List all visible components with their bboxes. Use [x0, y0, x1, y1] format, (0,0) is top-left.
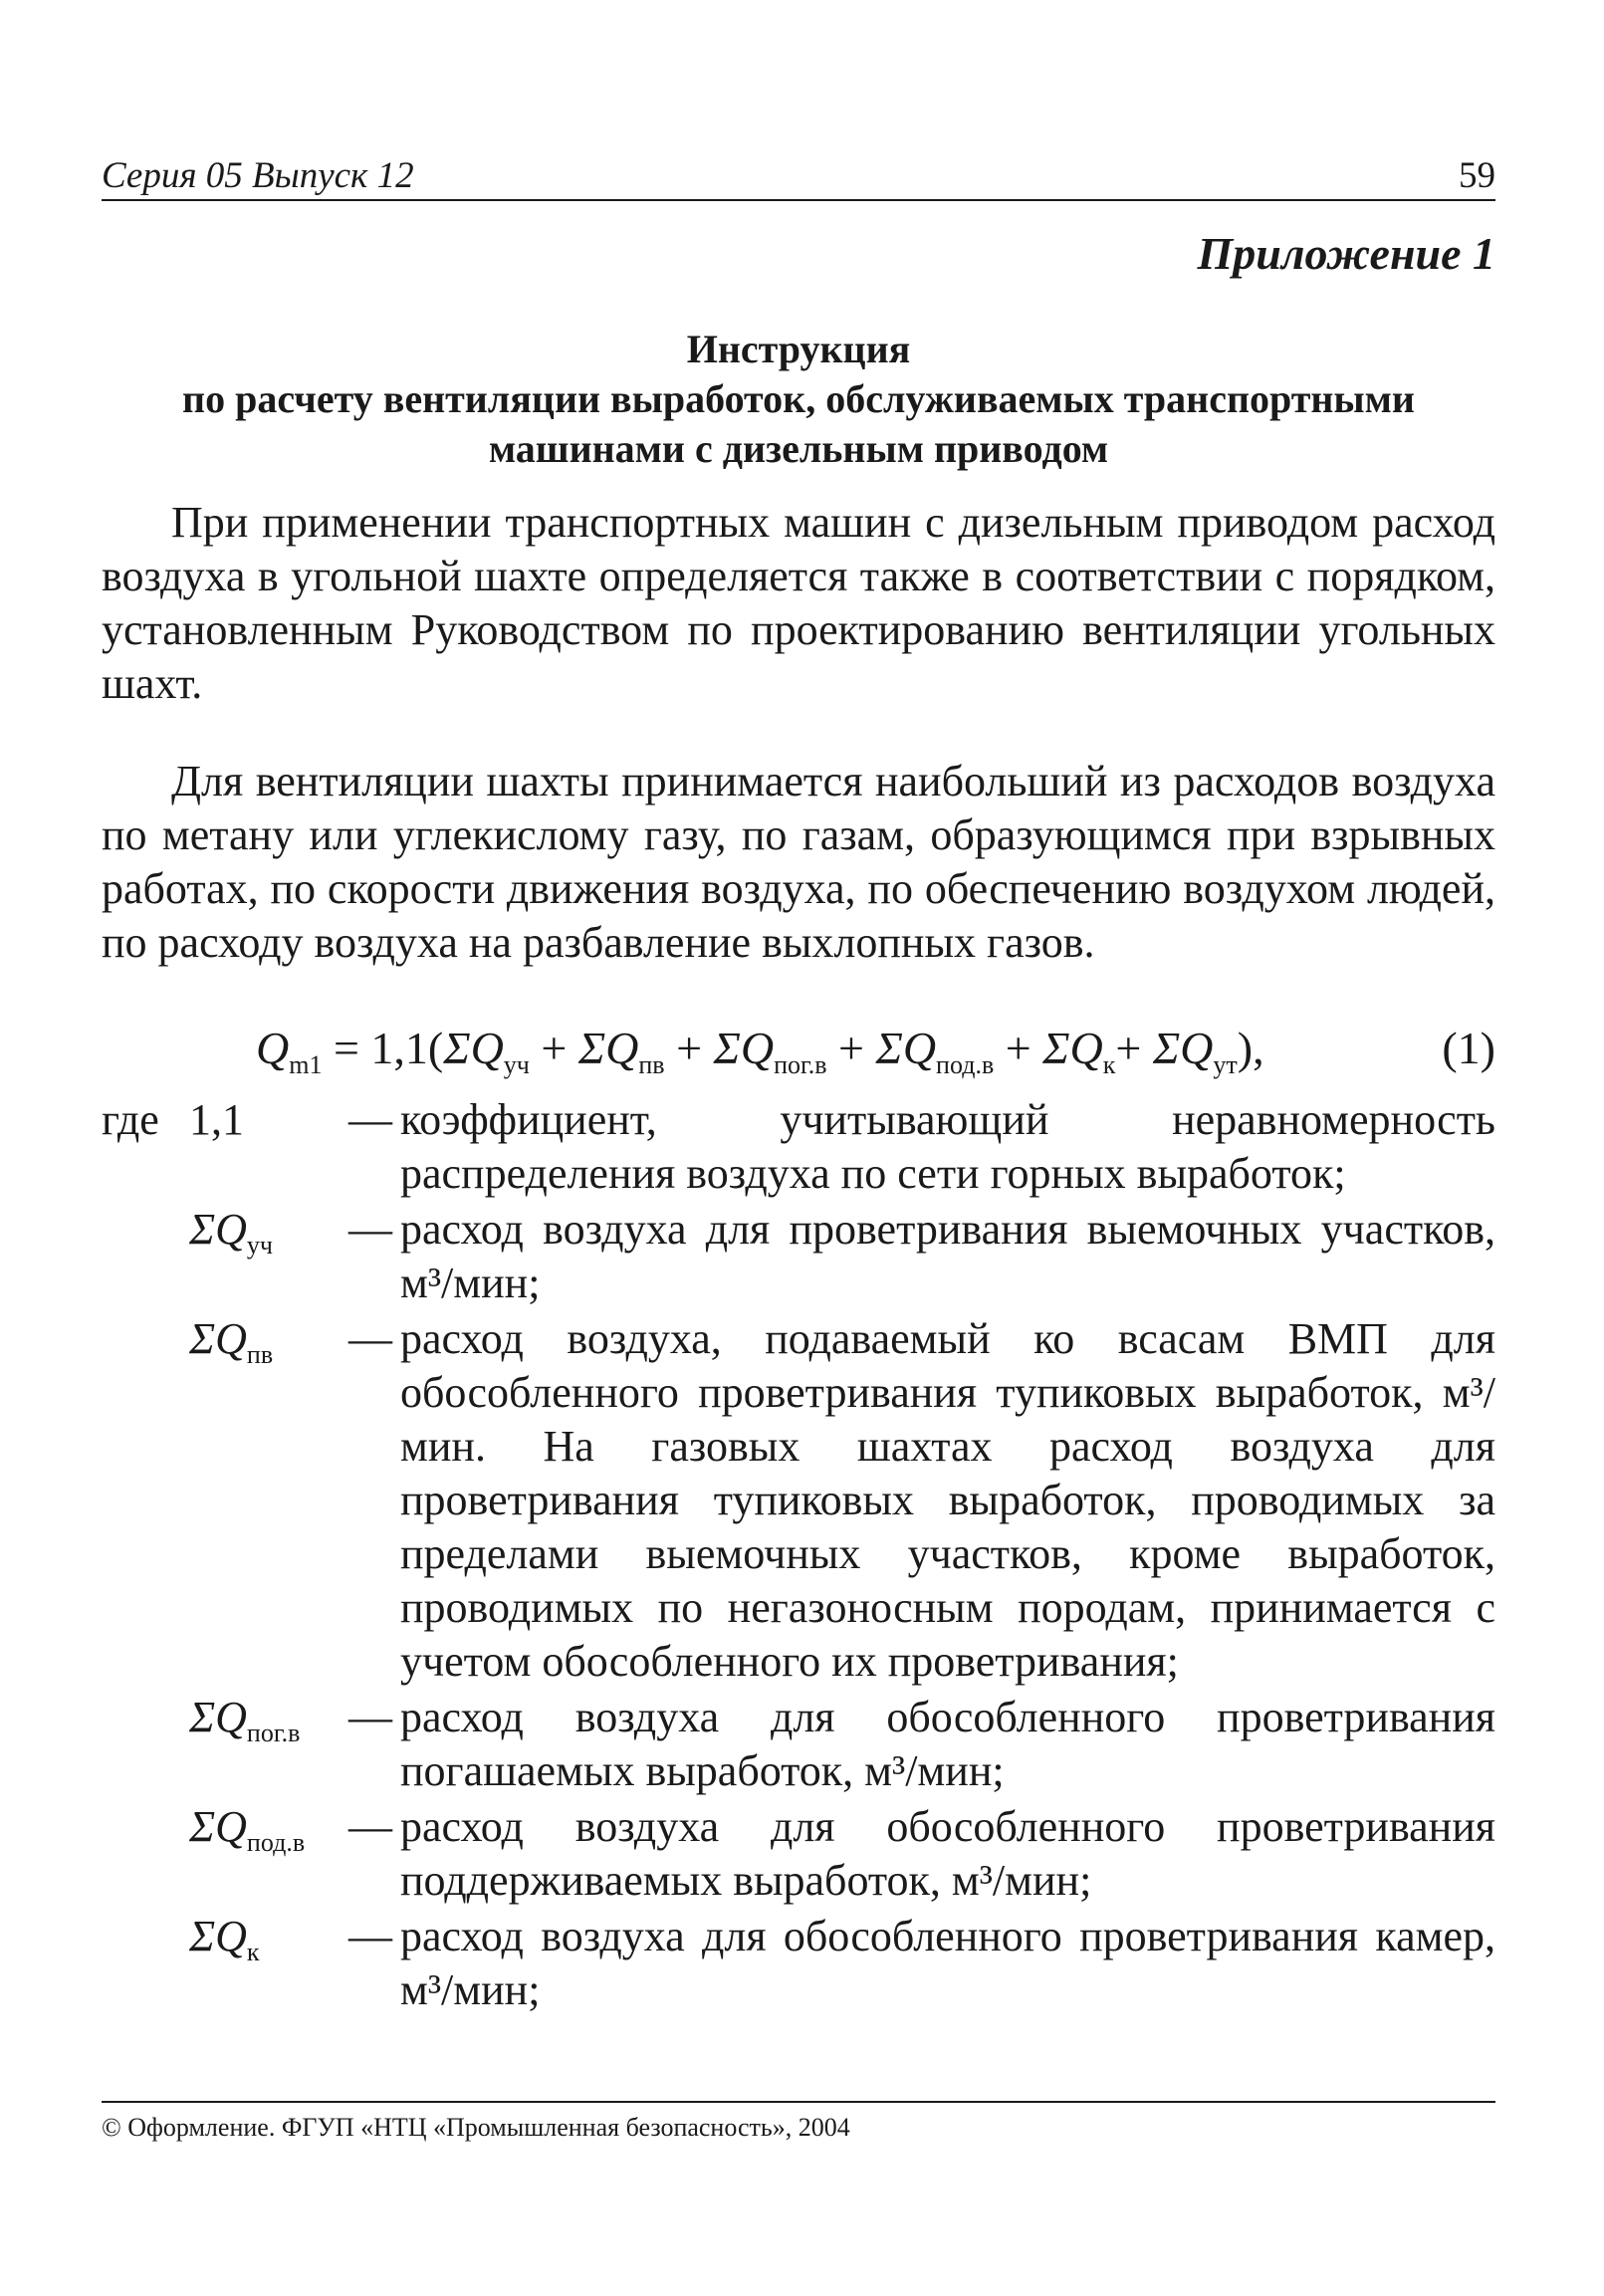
formula-op: +: [1115, 1023, 1153, 1073]
page-number: 59: [1459, 155, 1495, 196]
definition-symbol-sub: уч: [246, 1231, 273, 1260]
where-spacer: [102, 1691, 189, 1798]
where-spacer: [102, 1910, 189, 2017]
definition-item: [102, 1093, 1495, 1201]
appendix-label: Приложение 1: [1197, 228, 1495, 279]
paragraph-1: При применении транспортных машин с дизельным приводом расход воздуха в угольной шахте определяется также в соответствии с порядком, установленным Руководством по проектированию вентиляции угольных шахт.: [102, 498, 1495, 708]
definition-text: расход воздуха для обособленного проветривания камер, м³/мин;: [400, 1912, 1495, 2014]
definition-dash: —: [348, 1095, 392, 1144]
formula-lhs: Q: [256, 1023, 290, 1073]
formula-term: ΣQ: [875, 1023, 937, 1073]
definition-symbol-main: 1,1: [189, 1095, 244, 1144]
definition-dash: —: [348, 1912, 392, 1960]
formula-term: ΣQ: [577, 1023, 639, 1073]
formula-term-sub: к: [1102, 1050, 1116, 1079]
where-spacer: [102, 1800, 189, 1908]
definition-item: [102, 1312, 1495, 1689]
title-line-2: по расчету вентиляции выработок, обслуживаемых транспортными: [182, 376, 1415, 421]
running-header: [102, 149, 1495, 201]
formula-op: ),: [1237, 1023, 1264, 1073]
definition-text: расход воздуха, подаваемый ко всасам ВМП для обособленного проветривания тупиковых выработок, м³/мин. На газовых шахтах расход воздуха для проветривания тупиковых выработок, проводимых за пределами выемочных участков, кроме выработок, проводимых по негазоносным породам, принимается с учетом обособленного их проветривания;: [400, 1314, 1495, 1686]
series-label: Серия 05 Выпуск 12: [102, 155, 414, 196]
title-line-3: машинами с дизельным приводом: [488, 426, 1109, 471]
definition-symbol: [189, 1910, 348, 2017]
definition-text: расход воздуха для обособленного проветривания погашаемых выработок, м³/мин;: [400, 1693, 1495, 1795]
definition-symbol-sub: под.в: [246, 1828, 306, 1857]
definition-symbol: [189, 1093, 348, 1201]
definition-item: [102, 1203, 1495, 1310]
document-page: [102, 149, 1495, 2019]
definition-symbol-main: ΣQ: [189, 1912, 247, 1960]
where-label: где: [102, 1095, 159, 1144]
formula-term: ΣQ: [713, 1023, 775, 1073]
formula-op: +: [529, 1023, 578, 1073]
formula-op: +: [826, 1023, 876, 1073]
definition-symbol-sub: пв: [246, 1340, 274, 1369]
title-line-1: Инструкция: [686, 327, 911, 371]
formula-eq: = 1,1(: [322, 1023, 444, 1073]
formula-term: ΣQ: [1152, 1023, 1214, 1073]
formula-op: +: [994, 1023, 1043, 1073]
definition-item: [102, 1691, 1495, 1798]
copyright-footer: © Оформление. ФГУП «НТЦ «Промышленная безопасность», 2004: [102, 2101, 1495, 2143]
formula-expression: [256, 1022, 1264, 1079]
formula-term-sub: под.в: [936, 1050, 995, 1079]
formula-lhs-sub: m1: [289, 1050, 323, 1079]
formula-term: ΣQ: [443, 1023, 504, 1073]
definition-symbol-main: ΣQ: [189, 1205, 247, 1254]
definition-dash: —: [348, 1205, 392, 1254]
where-spacer: [102, 1203, 189, 1310]
definition-symbol-sub: к: [246, 1938, 260, 1966]
definition-text: коэффициент, учитывающий неравномерность распределения воздуха по сети горных выработок;: [400, 1095, 1495, 1198]
paragraph-2: Для вентиляции шахты принимается наибольший из расходов воздуха по метану или углекислому газу, по газам, образующимся при взрывных работах, по скорости движения воздуха, по обеспечению воздухом людей, по расходу воздуха на разбавление выхлопных газов.: [102, 757, 1495, 967]
definition-symbol-main: ΣQ: [189, 1802, 247, 1851]
formula-number: (1): [1442, 1023, 1495, 1073]
definition-symbol: [189, 1203, 348, 1310]
definition-symbol: [189, 1691, 348, 1798]
definition-item: [102, 1800, 1495, 1908]
formula-term-sub: ут: [1213, 1050, 1238, 1079]
formula-1: [102, 1014, 1495, 1087]
definition-text: расход воздуха для проветривания выемочных участков, м³/мин;: [400, 1205, 1495, 1307]
formula-term-sub: пв: [638, 1050, 665, 1079]
definition-dash: —: [348, 1693, 392, 1741]
formula-term-sub: уч: [503, 1050, 530, 1079]
definition-symbol-main: ΣQ: [189, 1314, 247, 1363]
definitions-list: [102, 1093, 1495, 2017]
definition-symbol-sub: пог.в: [246, 1719, 301, 1747]
document-title: [102, 325, 1495, 474]
definition-symbol: [189, 1312, 348, 1689]
definition-item: [102, 1910, 1495, 2017]
definition-symbol-main: ΣQ: [189, 1693, 247, 1741]
definition-text: расход воздуха для обособленного проветривания поддерживаемых выработок, м³/мин;: [400, 1802, 1495, 1905]
formula-term: ΣQ: [1042, 1023, 1103, 1073]
where-spacer: [102, 1312, 189, 1689]
definition-symbol: [189, 1800, 348, 1908]
formula-op: +: [664, 1023, 714, 1073]
definition-dash: —: [348, 1314, 392, 1363]
formula-term-sub: пог.в: [774, 1050, 827, 1079]
definition-dash: —: [348, 1802, 392, 1851]
